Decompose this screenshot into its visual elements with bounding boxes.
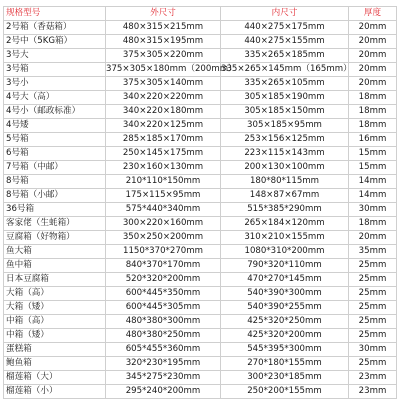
table-row <box>4 147 397 161</box>
cell-outer-size: 600*445*350mm <box>106 287 221 301</box>
cell-inner-size: 515*385*290mm <box>221 203 349 217</box>
cell-inner-size: 790*320*110mm <box>221 259 349 273</box>
cell-inner-size: 265×184×120mm <box>221 217 349 231</box>
cell-outer-size: 1150*370*270mm <box>106 245 221 259</box>
size-table <box>3 6 397 399</box>
cell-inner-size: 305×185×190mm <box>221 91 349 105</box>
cell-thickness: 15mm <box>349 147 397 161</box>
cell-thickness: 20mm <box>349 77 397 91</box>
cell-outer-size: 345*275*230mm <box>106 371 221 385</box>
cell-thickness: 20mm <box>349 231 397 245</box>
cell-outer-size: 175×115×95mm <box>106 189 221 203</box>
cell-model: 2号箱（香菇箱） <box>4 21 106 35</box>
cell-thickness: 23mm <box>349 371 397 385</box>
cell-model: 榴莲箱（小） <box>4 385 106 399</box>
table-row <box>4 21 397 35</box>
cell-inner-size: 223×115×143mm <box>221 147 349 161</box>
cell-inner-size: 335×265×105mm <box>221 77 349 91</box>
table-row <box>4 231 397 245</box>
cell-model: 鲍鱼箱 <box>4 357 106 371</box>
cell-outer-size: 375×305×220mm <box>106 49 221 63</box>
cell-model: 大箱（矮） <box>4 301 106 315</box>
cell-thickness: 25mm <box>349 259 397 273</box>
table-row <box>4 175 397 189</box>
cell-thickness: 14mm <box>349 189 397 203</box>
table-row <box>4 119 397 133</box>
table-row <box>4 189 397 203</box>
cell-outer-size: 605*455*360mm <box>106 343 221 357</box>
cell-inner-size: 335×265×145mm（165mm） <box>221 63 349 77</box>
cell-outer-size: 480*380*300mm <box>106 315 221 329</box>
cell-model: 6号箱 <box>4 147 106 161</box>
table-row <box>4 217 397 231</box>
table-row <box>4 105 397 119</box>
table-row <box>4 329 397 343</box>
header-inner-size: 内尺寸 <box>221 7 349 21</box>
cell-model: 5号箱 <box>4 133 106 147</box>
cell-thickness: 35mm <box>349 245 397 259</box>
cell-model: 4号小（邮政标准） <box>4 105 106 119</box>
cell-thickness: 18mm <box>349 119 397 133</box>
cell-thickness: 25mm <box>349 301 397 315</box>
table-row <box>4 35 397 49</box>
cell-thickness: 25mm <box>349 329 397 343</box>
cell-outer-size: 480×315×195mm <box>106 35 221 49</box>
table-row <box>4 315 397 329</box>
table-row <box>4 49 397 63</box>
cell-outer-size: 375×305×180mm（200mm） <box>106 63 221 77</box>
cell-thickness: 25mm <box>349 315 397 329</box>
table-row <box>4 385 397 399</box>
cell-inner-size: 180*80*115mm <box>221 175 349 189</box>
cell-outer-size: 375×305×140mm <box>106 77 221 91</box>
table-row <box>4 133 397 147</box>
cell-thickness: 18mm <box>349 91 397 105</box>
cell-inner-size: 310×210×155mm <box>221 231 349 245</box>
cell-model: 2号中（5KG箱） <box>4 35 106 49</box>
cell-thickness: 14mm <box>349 175 397 189</box>
cell-outer-size: 250×145×175mm <box>106 147 221 161</box>
cell-inner-size: 300*230*185mm <box>221 371 349 385</box>
cell-inner-size: 440×275×175mm <box>221 21 349 35</box>
header-model: 规格型号 <box>4 7 106 21</box>
cell-model: 中箱（矮） <box>4 329 106 343</box>
cell-outer-size: 320*230*195mm <box>106 357 221 371</box>
cell-model: 4号大（高） <box>4 91 106 105</box>
cell-inner-size: 540*390*255mm <box>221 301 349 315</box>
cell-inner-size: 425*320*200mm <box>221 329 349 343</box>
cell-model: 3号大 <box>4 49 106 63</box>
cell-outer-size: 340×220×125mm <box>106 119 221 133</box>
cell-inner-size: 250*200*155mm <box>221 385 349 399</box>
cell-thickness: 25mm <box>349 273 397 287</box>
cell-outer-size: 575*440*340mm <box>106 203 221 217</box>
cell-outer-size: 600*445*305mm <box>106 301 221 315</box>
cell-model: 大箱（高） <box>4 287 106 301</box>
spec-sheet <box>3 6 396 399</box>
cell-model: 豆腐箱（好物箱） <box>4 231 106 245</box>
cell-inner-size: 545*395*300mm <box>221 343 349 357</box>
table-row <box>4 203 397 217</box>
cell-outer-size: 210*110*150mm <box>106 175 221 189</box>
cell-model: 日本豆腐箱 <box>4 273 106 287</box>
cell-thickness: 20mm <box>349 49 397 63</box>
cell-outer-size: 350×250×200mm <box>106 231 221 245</box>
table-row <box>4 91 397 105</box>
cell-outer-size: 480×315×215mm <box>106 21 221 35</box>
cell-thickness: 30mm <box>349 343 397 357</box>
cell-model: 榴莲箱（大） <box>4 371 106 385</box>
table-row <box>4 357 397 371</box>
cell-thickness: 20mm <box>349 63 397 77</box>
table-body <box>4 21 397 399</box>
table-row <box>4 343 397 357</box>
cell-model: 鱼中箱 <box>4 259 106 273</box>
cell-inner-size: 148×87×67mm <box>221 189 349 203</box>
cell-model: 客家佬（生蚝箱） <box>4 217 106 231</box>
cell-inner-size: 425*320*250mm <box>221 315 349 329</box>
cell-thickness: 18mm <box>349 105 397 119</box>
cell-outer-size: 520*320*200mm <box>106 273 221 287</box>
cell-thickness: 20mm <box>349 21 397 35</box>
cell-model: 鱼大箱 <box>4 245 106 259</box>
cell-inner-size: 253×156×125mm <box>221 133 349 147</box>
cell-thickness: 18mm <box>349 217 397 231</box>
cell-model: 3号箱 <box>4 63 106 77</box>
cell-model: 蛋糕箱 <box>4 343 106 357</box>
cell-inner-size: 270*180*155mm <box>221 357 349 371</box>
table-row <box>4 287 397 301</box>
cell-inner-size: 335×265×185mm <box>221 49 349 63</box>
cell-thickness: 15mm <box>349 161 397 175</box>
table-row <box>4 245 397 259</box>
cell-model: 7号箱（中邮） <box>4 161 106 175</box>
cell-outer-size: 300×220×160mm <box>106 217 221 231</box>
cell-outer-size: 340×220×220mm <box>106 91 221 105</box>
cell-outer-size: 230×160×130mm <box>106 161 221 175</box>
cell-model: 8号箱（小邮） <box>4 189 106 203</box>
cell-inner-size: 470*270*145mm <box>221 273 349 287</box>
cell-thickness: 25mm <box>349 287 397 301</box>
cell-model: 36号箱 <box>4 203 106 217</box>
cell-outer-size: 285×185×170mm <box>106 133 221 147</box>
cell-model: 8号箱 <box>4 175 106 189</box>
cell-model: 中箱（高） <box>4 315 106 329</box>
cell-model: 4号矮 <box>4 119 106 133</box>
cell-inner-size: 305×185×150mm <box>221 105 349 119</box>
table-row <box>4 77 397 91</box>
cell-thickness: 30mm <box>349 203 397 217</box>
table-row <box>4 273 397 287</box>
cell-outer-size: 340×220×180mm <box>106 105 221 119</box>
cell-outer-size: 480*380*250mm <box>106 329 221 343</box>
cell-thickness: 23mm <box>349 385 397 399</box>
cell-model: 3号小 <box>4 77 106 91</box>
table-row <box>4 63 397 77</box>
cell-thickness: 25mm <box>349 357 397 371</box>
table-row <box>4 259 397 273</box>
cell-outer-size: 840*370*170mm <box>106 259 221 273</box>
table-row <box>4 301 397 315</box>
cell-thickness: 16mm <box>349 133 397 147</box>
table-row <box>4 161 397 175</box>
cell-inner-size: 305×185×95mm <box>221 119 349 133</box>
cell-thickness: 20mm <box>349 35 397 49</box>
cell-inner-size: 1080*310*200mm <box>221 245 349 259</box>
cell-inner-size: 440×275×155mm <box>221 35 349 49</box>
header-outer-size: 外尺寸 <box>106 7 221 21</box>
header-thickness: 厚度 <box>349 7 397 21</box>
cell-inner-size: 540*390*300mm <box>221 287 349 301</box>
cell-inner-size: 200×130×100mm <box>221 161 349 175</box>
table-header-row <box>4 7 397 21</box>
table-row <box>4 371 397 385</box>
cell-outer-size: 295*240*200mm <box>106 385 221 399</box>
